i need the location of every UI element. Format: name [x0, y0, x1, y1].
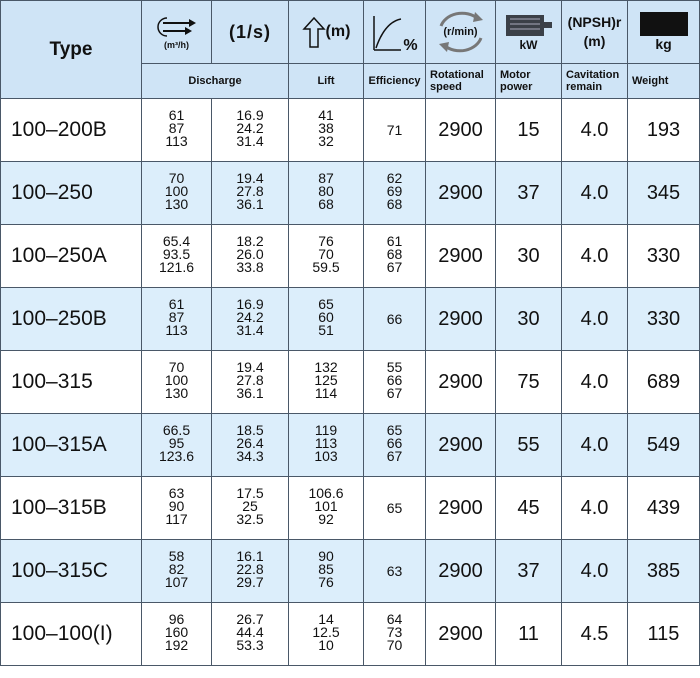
q_ls-value: 53.3 — [236, 637, 264, 653]
lift-value: 106.6 — [308, 485, 344, 501]
q_ls-value: 26.4 — [236, 435, 264, 451]
table-row — [1, 225, 700, 288]
lift-unit-header — [289, 1, 364, 64]
type-value: 100–250 — [11, 181, 93, 204]
weight-cell — [628, 477, 700, 540]
q_ls-value: 36.1 — [236, 196, 264, 212]
weight-unit: kg — [655, 36, 672, 52]
q_m3h-value: 192 — [164, 637, 189, 653]
efficiency-cell — [364, 603, 426, 666]
power-cell — [496, 603, 562, 666]
eff-value: 64 — [386, 611, 403, 627]
eff-value: 66 — [386, 435, 403, 451]
discharge-ls-cell — [212, 288, 289, 351]
power-unit: kW — [519, 38, 538, 52]
speed-value: 2900 — [438, 244, 483, 267]
q_m3h-value: 87 — [168, 120, 185, 136]
efficiency-cell — [364, 540, 426, 603]
lift-cell — [289, 351, 364, 414]
lift-value: 125 — [314, 372, 338, 388]
weight-cell — [628, 288, 700, 351]
speed-cell — [426, 162, 496, 225]
lift-cell — [289, 603, 364, 666]
type-value: 100–315A — [11, 433, 107, 456]
eff-value: 73 — [386, 624, 403, 640]
discharge-ls-cell — [212, 225, 289, 288]
discharge-label: Discharge — [142, 64, 289, 99]
q_ls-value: 16.9 — [236, 296, 264, 312]
eff-value: 68 — [386, 246, 403, 262]
lift-value: 12.5 — [312, 624, 340, 640]
speed-cell — [426, 288, 496, 351]
lift-value: 60 — [318, 309, 334, 325]
discharge-ls-cell — [212, 351, 289, 414]
weight-value: 345 — [646, 181, 681, 204]
npsh-value: 4.0 — [580, 559, 609, 582]
type-cell — [1, 225, 142, 288]
type-value: 100–250B — [11, 307, 107, 330]
q_ls-value: 26.7 — [236, 611, 264, 627]
lift-cell — [289, 477, 364, 540]
q_m3h-value: 113 — [165, 133, 188, 149]
speed-value: 2900 — [438, 622, 483, 645]
flow-unit-m3h: (m³/h) — [164, 40, 189, 50]
lift-value: 113 — [314, 435, 338, 451]
weight-cell — [628, 99, 700, 162]
table-body — [1, 99, 700, 666]
eff-value: 55 — [386, 359, 403, 375]
power-label: Motor power — [496, 64, 562, 99]
lift-value: 68 — [318, 196, 334, 212]
type-value: 100–315C — [11, 559, 108, 582]
efficiency-curve-icon — [371, 12, 403, 52]
discharge-ls-cell — [212, 99, 289, 162]
power-value: 55 — [517, 433, 540, 456]
lift-value: 59.5 — [312, 259, 340, 275]
power-value: 30 — [517, 307, 540, 330]
efficiency-unit-header — [364, 1, 426, 64]
q_ls-value: 24.2 — [236, 309, 264, 325]
lift-value: 14 — [318, 611, 334, 627]
lift-cell — [289, 99, 364, 162]
npsh-cell — [562, 477, 628, 540]
lift-value: 92 — [318, 511, 334, 527]
type-value: 100–315B — [11, 496, 107, 519]
lift-value: 103 — [314, 448, 338, 464]
speed-cell — [426, 540, 496, 603]
npsh-value: 4.0 — [580, 244, 609, 267]
weight-cell — [628, 351, 700, 414]
power-cell — [496, 414, 562, 477]
q_m3h-value: 70 — [168, 359, 185, 375]
efficiency-cell — [364, 225, 426, 288]
type-cell — [1, 603, 142, 666]
weight-value: 439 — [646, 496, 681, 519]
q_ls-value: 34.3 — [236, 448, 264, 464]
lift-value: 85 — [318, 561, 334, 577]
table-row — [1, 351, 700, 414]
weight-value: 549 — [646, 433, 681, 456]
weight-block-icon — [640, 12, 688, 36]
table-row — [1, 162, 700, 225]
q_m3h-value: 117 — [165, 511, 188, 527]
q_ls-value: 16.1 — [236, 548, 264, 564]
q_m3h-value: 100 — [164, 372, 189, 388]
lift-value: 32 — [318, 133, 334, 149]
lift-cell — [289, 414, 364, 477]
flow-m3h-header — [142, 1, 212, 64]
q_m3h-value: 66.5 — [162, 422, 191, 438]
discharge-m3h-cell — [142, 162, 212, 225]
type-cell — [1, 288, 142, 351]
power-cell — [496, 351, 562, 414]
type-cell — [1, 477, 142, 540]
q_m3h-value: 160 — [164, 624, 189, 640]
table-row — [1, 288, 700, 351]
q_m3h-value: 123.6 — [158, 448, 195, 464]
weight-cell — [628, 162, 700, 225]
speed-value: 2900 — [438, 559, 483, 582]
npsh-value: 4.0 — [580, 307, 609, 330]
power-cell — [496, 477, 562, 540]
npsh-value: 4.0 — [580, 181, 609, 204]
discharge-m3h-cell — [142, 351, 212, 414]
table-row — [1, 603, 700, 666]
table-row — [1, 99, 700, 162]
speed-cell — [426, 603, 496, 666]
power-unit-header — [496, 1, 562, 64]
speed-value: 2900 — [438, 433, 483, 456]
lift-value: 90 — [318, 548, 334, 564]
lift-value: 51 — [318, 322, 334, 338]
q_ls-value: 44.4 — [236, 624, 264, 640]
efficiency-label: Efficiency — [364, 64, 426, 99]
eff-value: 70 — [386, 637, 403, 653]
power-value: 37 — [517, 181, 540, 204]
q_m3h-value: 100 — [164, 183, 189, 199]
discharge-m3h-cell — [142, 540, 212, 603]
discharge-m3h-cell — [142, 414, 212, 477]
lift-value: 114 — [314, 385, 338, 401]
speed-cell — [426, 477, 496, 540]
q_ls-value: 31.4 — [236, 133, 264, 149]
q_m3h-value: 70 — [168, 170, 185, 186]
npsh-cell — [562, 99, 628, 162]
q_ls-value: 18.2 — [236, 233, 264, 249]
weight-cell — [628, 603, 700, 666]
npsh-unit-header — [562, 1, 628, 64]
weight-unit-header — [628, 1, 700, 64]
q_m3h-value: 113 — [165, 322, 188, 338]
table-row — [1, 414, 700, 477]
type-cell — [1, 99, 142, 162]
eff-value: 67 — [386, 385, 403, 401]
flow-icon — [155, 14, 199, 40]
eff-value: 71 — [386, 122, 403, 138]
lift-cell — [289, 288, 364, 351]
npsh-cell — [562, 162, 628, 225]
efficiency-cell — [364, 477, 426, 540]
npsh-cell — [562, 351, 628, 414]
npsh-cell — [562, 414, 628, 477]
lift-value: 101 — [314, 498, 338, 514]
eff-value: 66 — [386, 372, 403, 388]
power-value: 45 — [517, 496, 540, 519]
discharge-m3h-cell — [142, 99, 212, 162]
lift-value: 41 — [318, 107, 334, 123]
cavitation-label: Cavitation remain — [562, 64, 628, 99]
q_ls-value: 19.4 — [236, 170, 264, 186]
up-arrow-icon — [302, 16, 326, 48]
power-value: 30 — [517, 244, 540, 267]
speed-cell — [426, 225, 496, 288]
eff-value: 68 — [386, 196, 403, 212]
q_m3h-value: 58 — [168, 548, 185, 564]
q_m3h-value: 82 — [168, 561, 185, 577]
discharge-m3h-cell — [142, 288, 212, 351]
q_ls-value: 29.7 — [236, 574, 264, 590]
q_ls-value: 16.9 — [236, 107, 264, 123]
type-value: 100–315 — [11, 370, 93, 393]
lift-cell — [289, 540, 364, 603]
efficiency-cell — [364, 414, 426, 477]
speed-label: Rotational speed — [426, 64, 496, 99]
npsh-unit-line1: (NPSH)r — [567, 14, 622, 30]
type-cell — [1, 162, 142, 225]
npsh-cell — [562, 540, 628, 603]
discharge-ls-cell — [212, 477, 289, 540]
power-value: 37 — [517, 559, 540, 582]
weight-value: 689 — [646, 370, 681, 393]
power-value: 11 — [518, 622, 539, 645]
eff-value: 63 — [386, 563, 403, 579]
efficiency-cell — [364, 99, 426, 162]
npsh-cell — [562, 225, 628, 288]
eff-value: 67 — [386, 448, 403, 464]
type-cell — [1, 351, 142, 414]
speed-cell — [426, 99, 496, 162]
eff-value: 61 — [386, 233, 403, 249]
discharge-m3h-cell — [142, 225, 212, 288]
lift-value: 132 — [314, 359, 338, 375]
speed-unit: (r/min) — [443, 26, 478, 38]
speed-value: 2900 — [438, 307, 483, 330]
lift-label: Lift — [289, 64, 364, 99]
q_m3h-value: 63 — [168, 485, 185, 501]
npsh-value: 4.5 — [580, 622, 609, 645]
eff-value: 62 — [386, 170, 403, 186]
lift-value: 70 — [318, 246, 334, 262]
speed-value: 2900 — [438, 496, 483, 519]
type-value: 100–200B — [11, 118, 107, 141]
q_m3h-value: 95 — [168, 435, 185, 451]
q_m3h-value: 93.5 — [162, 246, 191, 262]
weight-cell — [628, 225, 700, 288]
speed-value: 2900 — [438, 181, 483, 204]
q_m3h-value: 130 — [164, 385, 189, 401]
lift-value: 38 — [318, 120, 334, 136]
lift-unit: (m) — [325, 23, 351, 40]
efficiency-unit: % — [403, 37, 418, 54]
power-value: 75 — [517, 370, 540, 393]
type-value: 100–250A — [11, 244, 107, 267]
eff-value: 67 — [386, 259, 403, 275]
power-cell — [496, 225, 562, 288]
weight-value: 330 — [646, 244, 681, 267]
eff-value: 66 — [386, 311, 403, 327]
lift-value: 80 — [318, 183, 334, 199]
npsh-unit-line2: (m) — [583, 33, 606, 49]
efficiency-cell — [364, 162, 426, 225]
q_ls-value: 22.8 — [236, 561, 264, 577]
discharge-ls-cell — [212, 162, 289, 225]
power-cell — [496, 540, 562, 603]
discharge-ls-cell — [212, 603, 289, 666]
q_m3h-value: 65.4 — [162, 233, 191, 249]
q_ls-value: 27.8 — [236, 183, 264, 199]
power-cell — [496, 99, 562, 162]
q_m3h-value: 61 — [168, 296, 185, 312]
discharge-ls-cell — [212, 540, 289, 603]
eff-value: 69 — [386, 183, 403, 199]
power-value: 15 — [517, 118, 540, 141]
q_ls-value: 26.0 — [236, 246, 264, 262]
motor-icon — [504, 12, 554, 38]
type-value: 100–100(I) — [11, 622, 113, 645]
q_m3h-value: 90 — [168, 498, 185, 514]
weight-value: 385 — [646, 559, 681, 582]
q_m3h-value: 87 — [168, 309, 185, 325]
type-cell — [1, 540, 142, 603]
discharge-ls-cell — [212, 414, 289, 477]
lift-cell — [289, 162, 364, 225]
lift-value: 119 — [314, 422, 338, 438]
lift-value: 65 — [318, 296, 334, 312]
q_ls-value: 17.5 — [236, 485, 264, 501]
weight-value: 115 — [647, 622, 680, 645]
flow-ls-header — [212, 1, 289, 64]
q_ls-value: 25 — [242, 498, 258, 514]
q_m3h-value: 107 — [164, 574, 189, 590]
discharge-m3h-cell — [142, 477, 212, 540]
q_m3h-value: 121.6 — [158, 259, 195, 275]
power-cell — [496, 162, 562, 225]
weight-cell — [628, 540, 700, 603]
lift-value: 76 — [318, 233, 334, 249]
header-icon-row — [1, 1, 700, 64]
q_ls-value: 19.4 — [236, 359, 264, 375]
q_m3h-value: 96 — [168, 611, 185, 627]
flow-unit-ls: (1/s) — [228, 21, 271, 42]
q_ls-value: 18.5 — [236, 422, 264, 438]
npsh-value: 4.0 — [580, 370, 609, 393]
table-row — [1, 477, 700, 540]
discharge-m3h-cell — [142, 603, 212, 666]
weight-label: Weight — [628, 64, 700, 99]
type-cell — [1, 414, 142, 477]
efficiency-cell — [364, 351, 426, 414]
weight-cell — [628, 414, 700, 477]
weight-value: 330 — [646, 307, 681, 330]
speed-value: 2900 — [438, 370, 483, 393]
npsh-cell — [562, 288, 628, 351]
npsh-value: 4.0 — [580, 496, 609, 519]
lift-cell — [289, 225, 364, 288]
eff-value: 65 — [386, 500, 403, 516]
q_ls-value: 36.1 — [236, 385, 264, 401]
efficiency-cell — [364, 288, 426, 351]
q_ls-value: 32.5 — [236, 511, 264, 527]
lift-value: 76 — [318, 574, 334, 590]
lift-value: 87 — [318, 170, 334, 186]
eff-value: 65 — [386, 422, 403, 438]
npsh-value: 4.0 — [580, 433, 609, 456]
type-header: Type — [1, 1, 142, 99]
power-cell — [496, 288, 562, 351]
speed-unit-header — [426, 1, 496, 64]
q_ls-value: 27.8 — [236, 372, 264, 388]
q_ls-value: 24.2 — [236, 120, 264, 136]
q_m3h-value: 130 — [164, 196, 189, 212]
speed-cell — [426, 414, 496, 477]
q_m3h-value: 61 — [168, 107, 185, 123]
lift-value: 10 — [318, 637, 334, 653]
weight-value: 193 — [646, 118, 681, 141]
npsh-cell — [562, 603, 628, 666]
table-row — [1, 540, 700, 603]
q_ls-value: 33.8 — [236, 259, 264, 275]
q_ls-value: 31.4 — [236, 322, 264, 338]
speed-cell — [426, 351, 496, 414]
speed-value: 2900 — [438, 118, 483, 141]
npsh-value: 4.0 — [580, 118, 609, 141]
